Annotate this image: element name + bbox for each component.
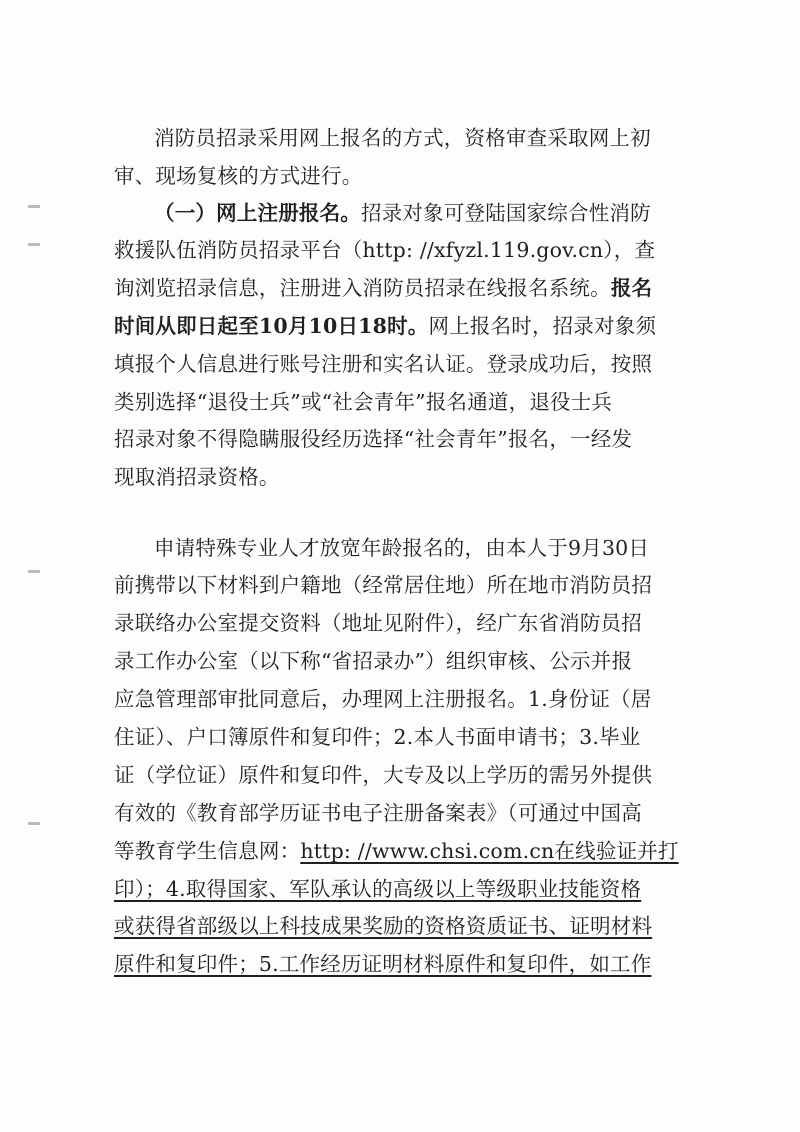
text-line <box>114 158 674 194</box>
scan-mark <box>28 570 40 573</box>
text-line <box>114 270 674 306</box>
text-line <box>114 757 674 793</box>
text-segment: 现取消招录资格。 <box>114 465 280 489</box>
text-segment: 填报个人信息进行账号注册和实名认证。登录成功后，按照 <box>114 352 653 376</box>
scan-mark <box>28 822 40 825</box>
text-segment: 等教育学生信息网： <box>114 839 301 863</box>
text-segment: 应急管理部审批同意后，办理网上注册报名。1.身份证（居 <box>114 687 652 711</box>
text-segment: 证（学位证）原件和复印件，大专及以上学历的需另外提供 <box>114 763 653 787</box>
text-line <box>114 605 674 641</box>
text-line <box>114 346 674 382</box>
text-segment: 前携带以下材料到户籍地（经常居住地）所在地市消防员招 <box>114 573 653 597</box>
text-line <box>114 908 674 944</box>
text-line <box>114 421 674 457</box>
text-line <box>114 871 674 907</box>
text-segment: 录联络办公室提交资料（地址见附件），经广东省消防员招 <box>114 611 642 635</box>
text-segment: 类别选择“退役士兵”或“社会青年”报名通道，退役士兵 <box>114 390 613 414</box>
text-line <box>114 308 674 344</box>
scan-mark <box>28 205 40 208</box>
underlined-text: 或获得省部级以上科技成果奖励的资格资质证书、证明材料 <box>114 914 653 938</box>
text-segment: 审、现场复核的方式进行。 <box>114 164 363 188</box>
text-line <box>114 681 674 717</box>
text-segment: 消防员招录采用网上报名的方式，资格审查采取网上初 <box>154 126 651 150</box>
text-line <box>114 459 674 495</box>
text-segment: 招录对象可登陆国家综合性消防 <box>361 201 651 225</box>
text-line <box>114 946 674 982</box>
text-line <box>114 643 674 679</box>
text-line <box>154 120 714 156</box>
text-segment: 询浏览招录信息，注册进入消防员招录在线报名系统。 <box>114 276 611 300</box>
bold-text: （一）网上注册报名。 <box>154 201 361 225</box>
text-line <box>114 719 674 755</box>
bold-text: 时间从即日起至10月10日18时。 <box>114 314 429 338</box>
text-line <box>154 530 714 566</box>
text-segment: 住证）、户口簿原件和复印件；2.本人书面申请书；3.毕业 <box>114 725 641 749</box>
text-segment: 有效的《教育部学历证书电子注册备案表》（可通过中国高 <box>114 801 642 825</box>
underlined-text: http: //www.chsi.com.cn在线验证并打 <box>300 839 679 863</box>
text-segment: 救援队伍消防员招录平台（http: //xfyzl.119.gov.cn），查 <box>114 238 656 262</box>
text-segment: 申请特殊专业人才放宽年龄报名的，由本人于9月30日 <box>154 536 650 560</box>
text-line <box>154 195 714 231</box>
scan-mark <box>28 243 40 246</box>
text-segment: 网上报名时，招录对象须 <box>428 314 657 338</box>
text-line <box>114 833 679 869</box>
text-segment: 录工作办公室（以下称“省招录办”）组织审核、公示并报 <box>114 649 633 673</box>
underlined-text: 印）；4.取得国家、军队承认的高级以上等级职业技能资格 <box>114 877 642 901</box>
text-line <box>114 567 674 603</box>
text-line <box>114 795 674 831</box>
underlined-text: 原件和复印件；5.工作经历证明材料原件和复印件，如工作 <box>114 952 652 976</box>
text-line <box>114 384 674 420</box>
bold-text: 报名 <box>610 276 653 300</box>
text-segment: 招录对象不得隐瞒服役经历选择“社会青年”报名，一经发 <box>114 427 633 451</box>
text-line <box>114 232 674 268</box>
